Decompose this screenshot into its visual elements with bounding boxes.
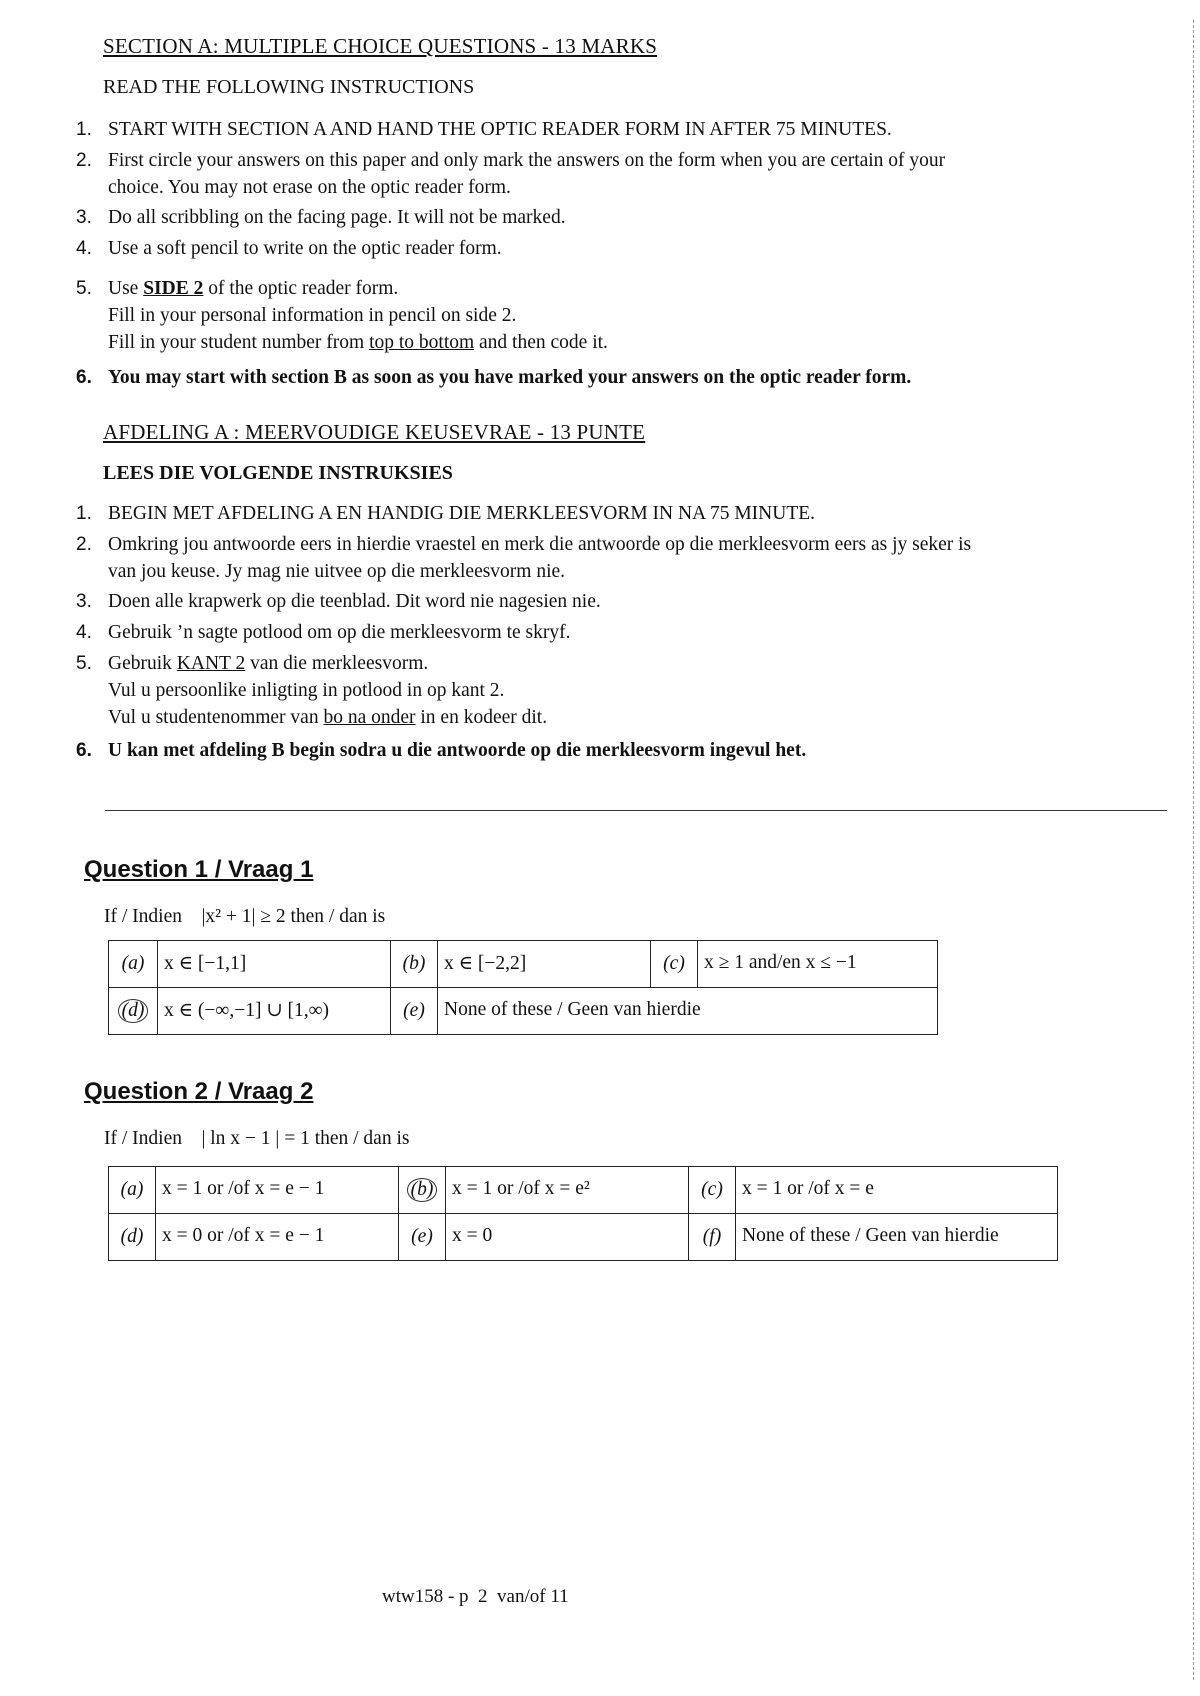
item-text: Gebruik (108, 653, 172, 674)
item-text: van die merkleesvorm. (250, 653, 429, 674)
item-text-cont: Vul u persoonlike inligting in potlood in op kant 2. (108, 680, 505, 701)
item-text: Gebruik ’n sagte potlood om op die merkleesvorm te skryf. (108, 622, 571, 643)
item-number: 1. (76, 119, 92, 140)
option-a-label[interactable]: (a) (109, 1167, 156, 1214)
item-number: 2. (76, 150, 92, 171)
item-emphasis: bo na onder (323, 707, 416, 728)
item-text-cont: van jou keuse. Jy mag nie uitvee op die merkleesvorm nie. (108, 561, 566, 582)
item-text: Use (108, 278, 139, 299)
item-number: 5. (76, 278, 92, 299)
option-e-text: x = 0 (446, 1214, 689, 1261)
option-b-text: x ∈ [−2,2] (438, 941, 651, 988)
item-number: 2. (76, 534, 92, 555)
item-text: Doen alle krapwerk op die teenblad. Dit word nie nagesien nie. (108, 591, 601, 612)
table-row (109, 941, 938, 988)
instruction-item (76, 588, 1186, 615)
option-d-text: x = 0 or /of x = e − 1 (156, 1214, 399, 1261)
table-row (109, 1167, 1058, 1214)
option-d-label[interactable]: (d) (109, 1214, 156, 1261)
instruction-item (76, 204, 1186, 231)
item-emphasis: KANT 2 (176, 653, 246, 674)
instruction-item (76, 650, 1186, 731)
item-text-cont: Vul u studentenommer van (108, 707, 319, 728)
option-d-label[interactable] (109, 988, 158, 1035)
table-row (109, 988, 938, 1035)
item-number: 4. (76, 238, 92, 259)
item-text: First circle your answers on this paper and only mark the answers on the form when you are certain of your (108, 150, 946, 171)
item-emphasis: SIDE 2 (143, 278, 204, 299)
option-f-text: None of these / Geen van hierdie (736, 1214, 1058, 1261)
item-text-cont: choice. You may not erase on the optic reader form. (108, 177, 511, 198)
instruction-item (76, 364, 1186, 391)
table-row (109, 1214, 1058, 1261)
item-text-cont: and then code it. (479, 332, 608, 353)
question-1-title: Question 1 / Vraag 1 (84, 856, 314, 883)
afdeling-a-subheading: LEES DIE VOLGENDE INSTRUKSIES (103, 462, 453, 484)
option-a-text: x ∈ [−1,1] (158, 941, 391, 988)
section-a-subheading: READ THE FOLLOWING INSTRUCTIONS (103, 76, 475, 98)
section-a-heading: SECTION A: MULTIPLE CHOICE QUESTIONS - 13 MARKS (103, 34, 658, 58)
item-text: of the optic reader form. (208, 278, 399, 299)
circled-answer: (b) (407, 1178, 438, 1202)
item-text-cont: Fill in your student number from (108, 332, 365, 353)
instruction-item (76, 531, 1186, 585)
item-text: You may start with section B as soon as you have marked your answers on the optic reader form. (108, 367, 912, 388)
item-text: Do all scribbling on the facing page. It will not be marked. (108, 207, 566, 228)
instruction-item (76, 116, 1186, 143)
item-number: 1. (76, 503, 92, 524)
option-a-text: x = 1 or /of x = e − 1 (156, 1167, 399, 1214)
question-2-title: Question 2 / Vraag 2 (84, 1078, 314, 1105)
question-1-stem: If / Indien |x² + 1| ≥ 2 then / dan is (104, 906, 386, 927)
instruction-item (76, 235, 1186, 262)
instruction-item (76, 147, 1186, 201)
item-emphasis: top to bottom (369, 332, 475, 353)
item-text: Omkring jou antwoorde eers in hierdie vraestel en merk die antwoorde op die merkleesvorm eers as jy seker is (108, 534, 972, 555)
afdeling-a-instructions (76, 500, 1186, 764)
item-text: BEGIN MET AFDELING A EN HANDIG DIE MERKLEESVORM IN NA 75 MINUTE. (108, 503, 816, 524)
circled-answer: (d) (118, 999, 149, 1023)
item-number: 5. (76, 653, 92, 674)
option-d-text: x ∈ (−∞,−1] ∪ [1,∞) (158, 988, 391, 1035)
instruction-item (76, 619, 1186, 646)
option-b-label[interactable] (399, 1167, 446, 1214)
question-2-stem: If / Indien | ln x − 1 | = 1 then / dan is (104, 1128, 410, 1149)
option-e-text: None of these / Geen van hierdie (438, 988, 938, 1035)
option-c-text: x ≥ 1 and/en x ≤ −1 (698, 941, 938, 988)
item-text: Use a soft pencil to write on the optic reader form. (108, 238, 502, 259)
item-text-cont: in en kodeer dit. (420, 707, 548, 728)
item-text: U kan met afdeling B begin sodra u die antwoorde op die merkleesvorm ingevul het. (108, 740, 807, 761)
page-footer: wtw158 - p 2 van/of 11 (382, 1586, 569, 1607)
item-number: 6. (76, 367, 92, 388)
option-c-label[interactable]: (c) (689, 1167, 736, 1214)
option-e-label[interactable]: (e) (399, 1214, 446, 1261)
instruction-item (76, 737, 1186, 764)
option-b-text: x = 1 or /of x = e² (446, 1167, 689, 1214)
instruction-item (76, 500, 1186, 527)
option-e-label[interactable]: (e) (391, 988, 438, 1035)
item-text: START WITH SECTION A AND HAND THE OPTIC READER FORM IN AFTER 75 MINUTES. (108, 119, 892, 140)
item-number: 3. (76, 591, 92, 612)
afdeling-a-heading: AFDELING A : MEERVOUDIGE KEUSEVRAE - 13 PUNTE (103, 420, 646, 444)
question-1-options (108, 940, 938, 1035)
item-number: 3. (76, 207, 92, 228)
option-a-label[interactable]: (a) (109, 941, 158, 988)
item-text-cont: Fill in your personal information in pencil on side 2. (108, 305, 517, 326)
item-number: 4. (76, 622, 92, 643)
scan-edge-line (1193, 20, 1194, 1680)
option-c-label[interactable]: (c) (651, 941, 698, 988)
instruction-item (76, 275, 1186, 356)
question-2-options (108, 1166, 1058, 1261)
divider-line (105, 810, 1167, 811)
item-number: 6. (76, 740, 92, 761)
section-a-instructions (76, 116, 1186, 391)
option-f-label[interactable]: (f) (689, 1214, 736, 1261)
option-c-text: x = 1 or /of x = e (736, 1167, 1058, 1214)
option-b-label[interactable]: (b) (391, 941, 438, 988)
